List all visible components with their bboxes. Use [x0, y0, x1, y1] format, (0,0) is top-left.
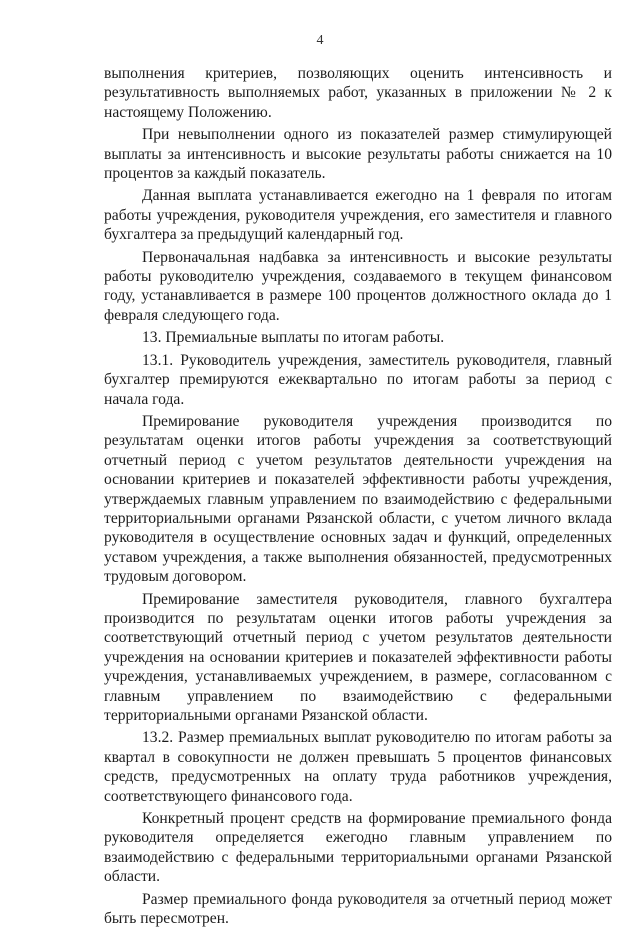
document-body: [104, 64, 612, 931]
paragraph: 13.2. Размер премиальных выплат руководителю по итогам работы за квартал в совокупности не должен превышать 5 процентов финансовых средств, предусмотренных на оплату труда работников учреждения, соответствующего финансового года.: [104, 729, 612, 805]
paragraph: Конкретный процент средств на формирование премиального фонда руководителя определяется ежегодно главным управлением по взаимодействию с федеральными территориальными органами Рязанской области.: [104, 810, 612, 886]
paragraph: Размер премиального фонда руководителя за отчетный период может быть пересмотрен.: [104, 890, 612, 928]
paragraph: Данная выплата устанавливается ежегодно на 1 февраля по итогам работы учреждения, руководителя учреждения, его заместителя и главного бухгалтера за предыдущий календарный год.: [104, 187, 612, 244]
section-heading: 13. Премиальные выплаты по итогам работы.: [142, 329, 445, 347]
paragraph: При невыполнении одного из показателей размер стимулирующей выплаты за интенсивность и высокие результаты работы снижается на 10 процентов за каждый показатель.: [104, 126, 612, 183]
paragraph: Премирование руководителя учреждения производится по результатам оценки итогов работы учреждения за соответствующий отчетный период с учетом результатов деятельности учреждения на основании критериев и показателей эффективности работы учреждения, утверждаемых главным управлением по взаимодействию с федеральными территориальными органами Рязанской области, с учетом личного вклада руководителя в осуществление основных задач и функций, определенных уставом учреждения, а также выполнения обязанностей, предусмотренных трудовым договором.: [104, 412, 612, 586]
paragraph: 13.1. Руководитель учреждения, заместитель руководителя, главный бухгалтер премируются ежеквартально по итогам работы за период с начала года.: [104, 351, 612, 408]
paragraph: Первоначальная надбавка за интенсивность и высокие результаты работы руководителю учреждения, создаваемого в текущем финансовом году, устанавливается в размере 100 процентов должностного оклада до 1 февраля следующего года.: [104, 248, 612, 324]
paragraph: Премирование заместителя руководителя, главного бухгалтера производится по результатам оценки итогов работы учреждения за соответствующий отчетный период с учетом результатов деятельности учреждения на основании критериев и показателей эффективности работы учреждения, устанавливаемых учреждением, в размере, согласованном с главным управлением по взаимодействию с федеральными территориальными органами Рязанской области.: [104, 590, 612, 724]
page-number: 4: [316, 33, 324, 48]
paragraph-continuation: выполнения критериев, позволяющих оценить интенсивность и результативность выполняемых работ, указанных в приложении № 2 к настоящему Положению.: [104, 65, 612, 121]
